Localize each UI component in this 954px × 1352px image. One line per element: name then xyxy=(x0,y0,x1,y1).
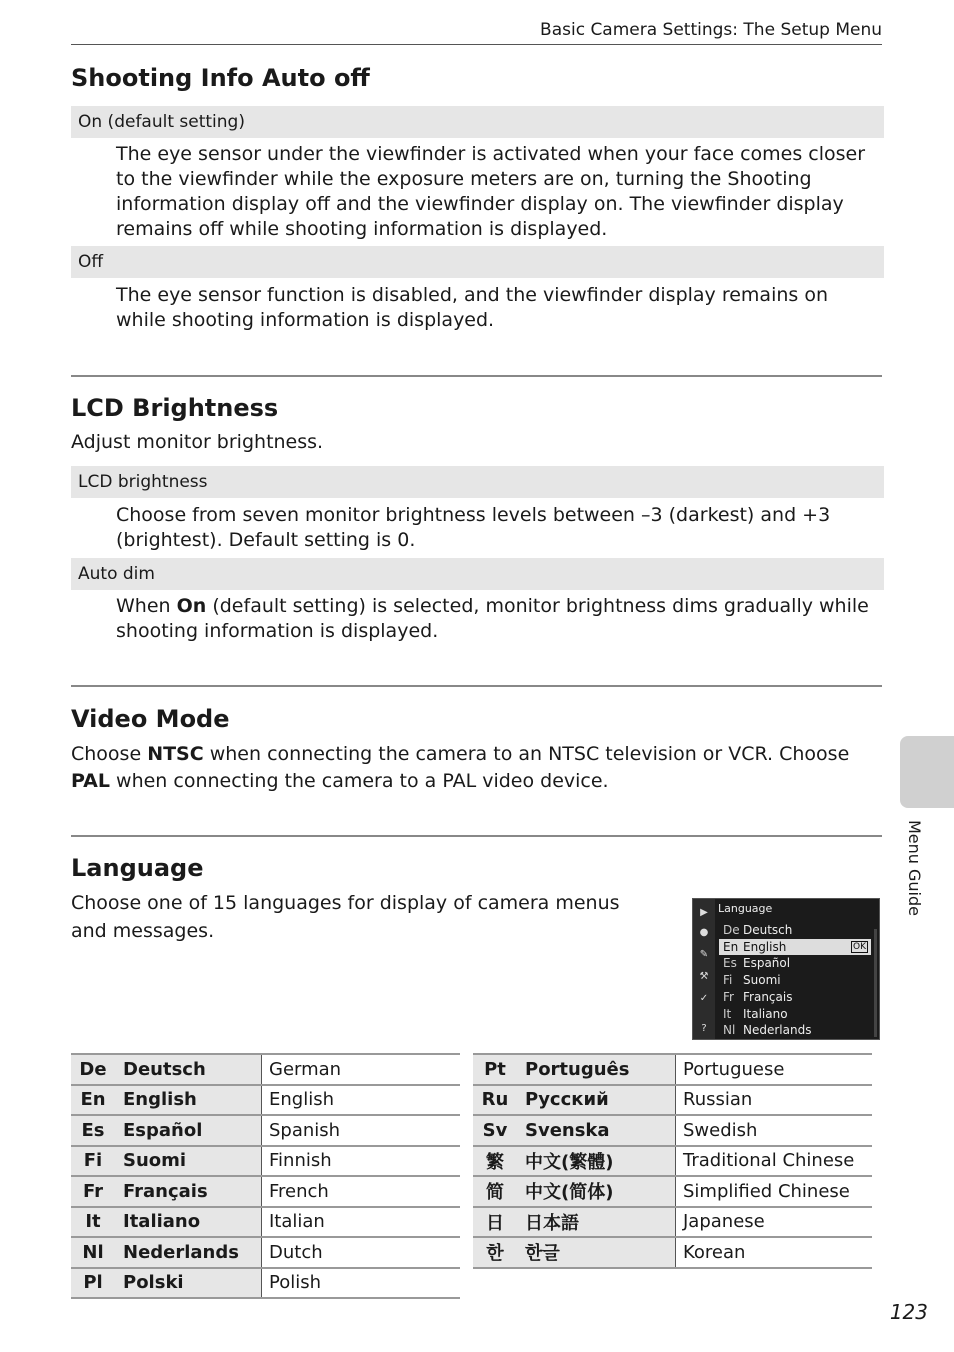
cell-code: Es xyxy=(71,1115,115,1146)
cell-code: De xyxy=(71,1054,115,1085)
cell-code: Nl xyxy=(71,1237,115,1268)
side-label: Menu Guide xyxy=(905,820,924,916)
option-label: Off xyxy=(78,252,104,272)
cell-code: 简 xyxy=(473,1176,517,1207)
language-heading: Language xyxy=(71,854,204,882)
cell-english: Portuguese xyxy=(676,1054,873,1085)
table-row xyxy=(71,1207,460,1238)
shooting-info-heading: Shooting Info Auto off xyxy=(71,64,370,92)
page-number: 123 xyxy=(889,1300,928,1324)
camera-language-row: En English OK xyxy=(719,939,871,955)
cell-english: Finnish xyxy=(262,1146,461,1177)
table-row xyxy=(71,1146,460,1177)
cell-code: 한 xyxy=(473,1237,517,1268)
help-icon: ? xyxy=(701,1023,707,1034)
option-description: When On (default setting) is selected, monitor brightness dims gradually while shooting information is displayed. xyxy=(116,595,869,642)
cell-native: 中文(简体) xyxy=(517,1176,676,1207)
section-rule xyxy=(71,375,882,377)
option-bar-on xyxy=(71,106,884,138)
cell-native: Deutsch xyxy=(115,1054,262,1085)
camera-language-screen xyxy=(692,898,880,1040)
video-mode-heading: Video Mode xyxy=(71,705,230,733)
section-intro: Choose one of 15 languages for display of camera menus and messages. xyxy=(71,892,620,942)
table-row xyxy=(71,1054,460,1085)
section-rule xyxy=(71,685,882,687)
cell-english: Polish xyxy=(262,1268,461,1299)
section-rule xyxy=(71,835,882,837)
camera-language-row: It Italiano xyxy=(723,1006,788,1021)
retouch-icon: ✓ xyxy=(699,993,709,1004)
cell-code: Pl xyxy=(71,1268,115,1299)
pencil-icon: ✎ xyxy=(699,949,709,960)
camera-screen-title: Language xyxy=(718,902,773,915)
cell-english: German xyxy=(262,1054,461,1085)
cell-code: 繁 xyxy=(473,1146,517,1177)
camera-icon: ● xyxy=(699,927,709,938)
lcd-brightness-heading: LCD Brightness xyxy=(71,394,279,422)
table-row xyxy=(473,1054,872,1085)
camera-scrollbar xyxy=(874,929,877,1037)
cell-code: Pt xyxy=(473,1054,517,1085)
cell-english: Dutch xyxy=(262,1237,461,1268)
camera-menu-tabs xyxy=(693,899,715,1039)
cell-english: Japanese xyxy=(676,1207,873,1238)
cell-native: Polski xyxy=(115,1268,262,1299)
table-row xyxy=(473,1176,872,1207)
header-rule xyxy=(71,44,882,45)
cell-native: Svenska xyxy=(517,1115,676,1146)
option-description: The eye sensor function is disabled, and the viewfinder display remains on while shooting information is displayed. xyxy=(116,284,828,331)
camera-language-row: Fi Suomi xyxy=(723,973,781,988)
cell-english: Italian xyxy=(262,1207,461,1238)
playback-icon: ▶ xyxy=(700,907,708,918)
table-row xyxy=(71,1268,460,1299)
cell-english: Spanish xyxy=(262,1115,461,1146)
cell-code: Fr xyxy=(71,1176,115,1207)
cell-english: French xyxy=(262,1176,461,1207)
cell-native: Русский xyxy=(517,1085,676,1116)
table-row xyxy=(473,1146,872,1177)
language-table-left xyxy=(71,1053,460,1299)
wrench-icon: ⚒ xyxy=(699,971,709,982)
table-row xyxy=(71,1237,460,1268)
camera-language-row: Nl Nederlands xyxy=(723,1023,812,1038)
table-row xyxy=(71,1115,460,1146)
cell-code: It xyxy=(71,1207,115,1238)
side-tab xyxy=(900,736,954,808)
cell-english: Simplified Chinese xyxy=(676,1176,873,1207)
cell-code: Sv xyxy=(473,1115,517,1146)
cell-code: Fi xyxy=(71,1146,115,1177)
cell-code: Ru xyxy=(473,1085,517,1116)
option-bar-auto-dim xyxy=(71,558,884,590)
camera-language-row: Es Español xyxy=(723,956,791,971)
table-row xyxy=(473,1207,872,1238)
running-header: Basic Camera Settings: The Setup Menu xyxy=(540,20,882,40)
cell-code: En xyxy=(71,1085,115,1116)
option-label: On (default setting) xyxy=(78,112,245,132)
section-intro: Adjust monitor brightness. xyxy=(71,431,324,453)
cell-english: Korean xyxy=(676,1237,873,1268)
camera-language-row: De Deutsch xyxy=(723,923,793,937)
language-table-right xyxy=(473,1053,872,1269)
table-row xyxy=(473,1115,872,1146)
option-description: The eye sensor under the viewfinder is activated when your face comes closer to the viewfinder while the exposure meters are on, turning the Shooting information display off and the viewfinder display on. The viewfinder display remains off while shooting information is displayed. xyxy=(116,143,866,240)
section-intro: Choose NTSC when connecting the camera to an NTSC television or VCR. Choose PAL when connecting the camera to a PAL video device. xyxy=(71,743,850,792)
option-description: Choose from seven monitor brightness levels between –3 (darkest) and +3 (brightest). Default setting is 0. xyxy=(116,504,831,551)
option-label: LCD brightness xyxy=(78,472,208,492)
table-row xyxy=(473,1085,872,1116)
cell-native: Italiano xyxy=(115,1207,262,1238)
cell-code: 日 xyxy=(473,1207,517,1238)
cell-native: Español xyxy=(115,1115,262,1146)
camera-language-row: Fr Français xyxy=(723,989,793,1004)
cell-native: Suomi xyxy=(115,1146,262,1177)
option-bar-lcd-brightness xyxy=(71,466,884,498)
cell-native: 한글 xyxy=(517,1237,676,1268)
cell-english: Russian xyxy=(676,1085,873,1116)
table-row xyxy=(473,1237,872,1268)
cell-english: Swedish xyxy=(676,1115,873,1146)
ok-badge: OK xyxy=(853,941,866,952)
table-row xyxy=(71,1176,460,1207)
cell-english: Traditional Chinese xyxy=(676,1146,873,1177)
cell-native: 日本語 xyxy=(517,1207,676,1238)
cell-native: 中文(繁體) xyxy=(517,1146,676,1177)
cell-native: Français xyxy=(115,1176,262,1207)
table-row xyxy=(71,1085,460,1116)
cell-native: English xyxy=(115,1085,262,1116)
cell-native: Português xyxy=(517,1054,676,1085)
option-label: Auto dim xyxy=(78,564,155,584)
cell-native: Nederlands xyxy=(115,1237,262,1268)
cell-english: English xyxy=(262,1085,461,1116)
option-bar-off xyxy=(71,246,884,278)
